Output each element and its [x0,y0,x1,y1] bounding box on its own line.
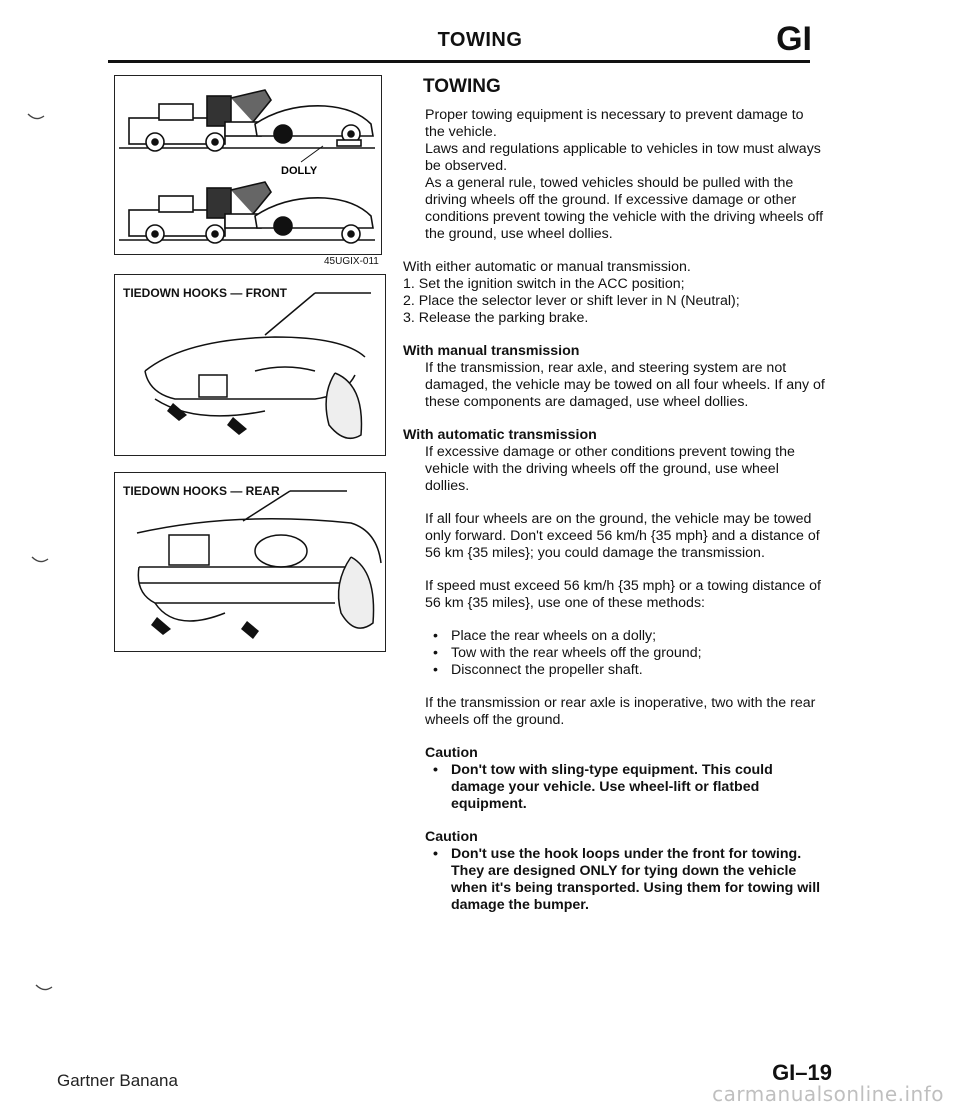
auto-heading: With automatic transmission [403,427,597,443]
caution-item: • Don't use the hook loops under the front for towing. They are designed ONLY for tying down the vehicle when it's being transported. Using them for towing will damage the bumper. [443,846,825,914]
towing-instructions [403,76,825,914]
tow-truck-illustration [115,76,381,254]
footer-label: Gartner Banana [57,1071,178,1090]
header-rule [108,60,810,63]
caution-list [425,846,825,914]
auto-text: If speed must exceed 56 km/h {35 mph} or a towing distance of 56 km {35 miles}, use one of these methods: [425,578,821,611]
binder-mark [34,983,54,995]
tow-truck-figure [114,75,382,255]
caution-item: • Don't tow with sling-type equipment. This could damage your vehicle. Use wheel-lift or flatbed equipment. [443,762,825,813]
section-title: TOWING [423,76,501,97]
figure-code: 45UGIX-011 [324,256,379,267]
rear-hooks-illustration [115,473,385,651]
list-item: • Disconnect the propeller shaft. [443,662,825,679]
caution-heading: Caution [425,745,478,761]
manual-heading: With manual transmission [403,343,580,359]
intro-paragraph: Laws and regulations applicable to vehicles in tow must always be observed. [425,141,821,174]
list-item: • Tow with the rear wheels off the ground; [443,645,825,662]
caution-list [425,762,825,813]
front-hooks-illustration [115,275,385,455]
either-intro: With either automatic or manual transmission. [403,259,691,275]
auto-text: If excessive damage or other conditions prevent towing the vehicle with the driving wheels off the ground, use wheel dollies. [425,444,795,494]
front-hooks-figure [114,274,386,456]
section-code: GI [776,20,812,58]
inoperative-text: If the transmission or rear axle is inoperative, two with the rear wheels off the ground. [425,695,816,728]
page-header-title: TOWING [437,29,523,51]
watermark: carmanualsonline.info [712,1082,944,1106]
rear-hooks-figure [114,472,386,652]
rear-hooks-label: TIEDOWN HOOKS — REAR [123,484,280,498]
front-hooks-label: TIEDOWN HOOKS — FRONT [123,286,287,300]
methods-list [425,628,825,679]
tow-truck-with-dolly [119,90,375,151]
caution-heading: Caution [425,829,478,845]
intro-paragraph: Proper towing equipment is necessary to prevent damage to the vehicle. [425,107,804,140]
manual-text: If the transmission, rear axle, and steering system are not damaged, the vehicle may be towed on all four wheels. If any of these components are damaged, use wheel dollies. [425,360,825,410]
list-item: • Place the rear wheels on a dolly; [443,628,825,645]
tow-truck-without-dolly [119,182,375,243]
step-item: 3. Release the parking brake. [403,310,589,326]
step-item: 1. Set the ignition switch in the ACC position; [403,276,685,292]
intro-paragraph: As a general rule, towed vehicles should be pulled with the driving wheels off the ground. If excessive damage or other conditions prevent towing the vehicle with the driving wheels off the ground, use wheel dollies. [425,175,824,242]
page-number: GI–19 [772,1060,832,1085]
auto-text: If all four wheels are on the ground, the vehicle may be towed only forward. Don't exceed 56 km/h {35 mph} and a distance of 56 km {35 miles}; you could damage the transmission. [425,511,820,561]
binder-mark [30,555,50,567]
binder-mark [26,112,46,124]
dolly-label: DOLLY [281,165,318,177]
step-item: 2. Place the selector lever or shift lever in N (Neutral); [403,293,740,309]
